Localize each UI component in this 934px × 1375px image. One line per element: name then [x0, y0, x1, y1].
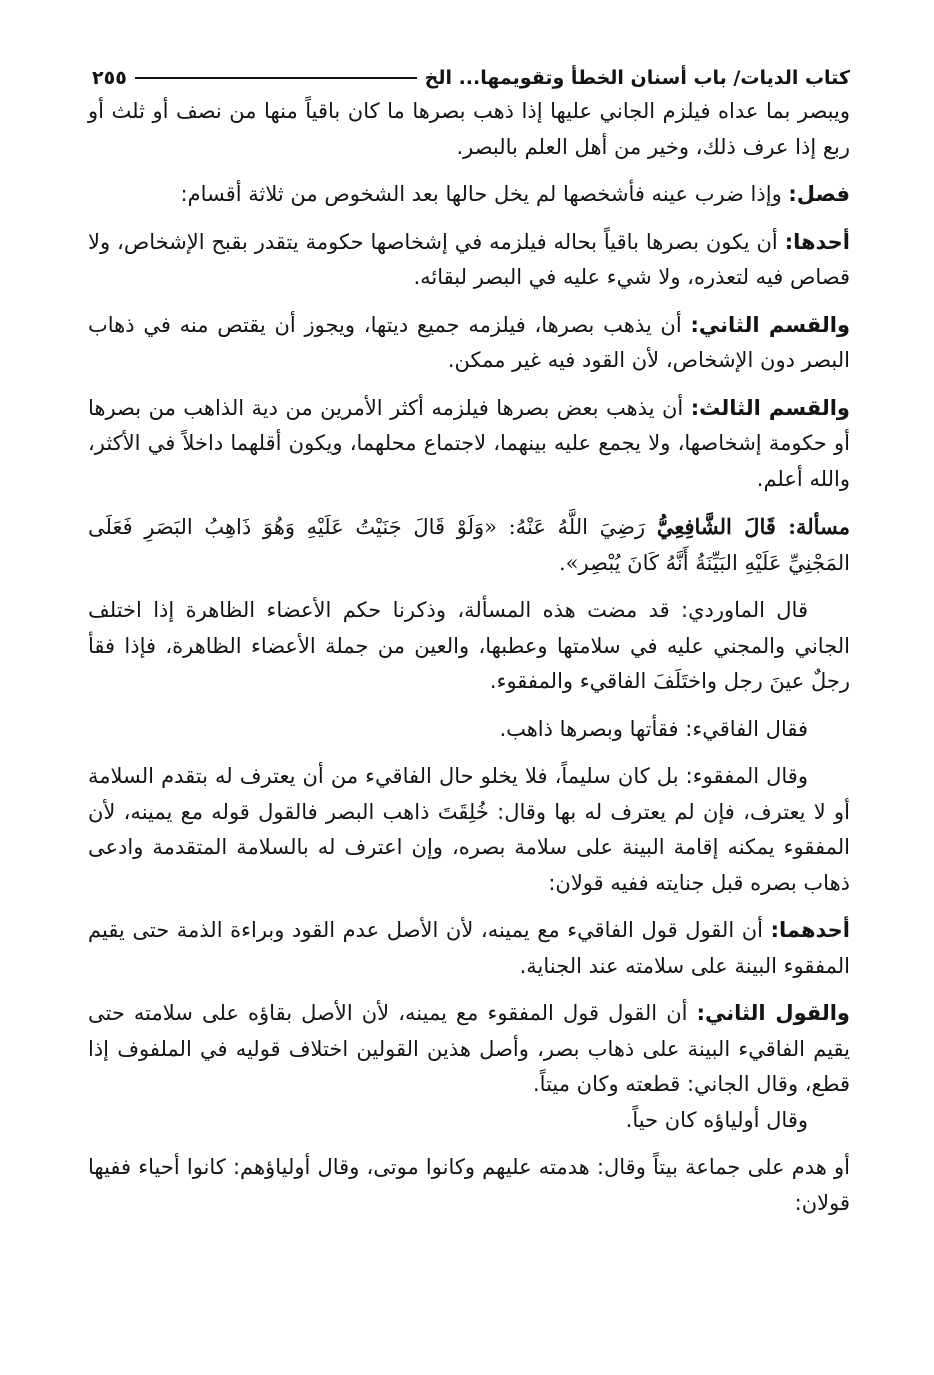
paragraph-third-case: [88, 391, 850, 498]
paragraph-second-opinion: [88, 996, 850, 1103]
running-header: [88, 62, 850, 94]
paragraph-section: [88, 177, 850, 213]
paragraph-lead: أحدها:: [784, 229, 850, 254]
paragraph-continuation: [88, 94, 850, 165]
header-rule: [135, 77, 417, 79]
paragraph-lead: فصل:: [788, 182, 850, 206]
paragraph-text: فقال الفاقيء: فقأتها وبصرها ذاهب.: [499, 716, 808, 741]
document-page: [88, 62, 850, 1221]
paragraph-text: أن يذهب بعض بصرها فيلزمه أكثر الأمرين من دية الذاهب من بصرها أو حكومة إشخاصها، ولا يجمع عليه بينهما، لاجتماع محلهما، ويكون أقلهما داخلاً في الأكثر، والله أعلم.: [88, 395, 850, 491]
paragraph-lead: والقسم الثاني:: [690, 312, 850, 337]
paragraph-text: أن القول قول الفاقيء مع يمينه، لأن الأصل عدم القود وبراءة الذمة حتى يقيم المفقوء البينة على سلامته عند الجناية.: [88, 918, 850, 978]
paragraph-commentary: [88, 593, 850, 700]
paragraph-text: رَضِيَ اللَّهُ عَنْهُ: «وَلَوْ قَالَ جَنَيْتُ عَلَيْهِ وَهُوَ ذَاهِبُ البَصَرِ فَعَلَى المَجْنِيِّ عَلَيْهِ البَيِّنَةُ أَنَّهُ كَانَ يُبْصِر».: [88, 515, 850, 575]
paragraph-statement: [88, 1103, 850, 1139]
paragraph-statement: [88, 1150, 850, 1221]
paragraph-lead: والقسم الثالث:: [690, 395, 850, 420]
paragraph-text: وقال أولياؤه كان حياً.: [625, 1107, 808, 1132]
paragraph-statement: [88, 759, 850, 901]
paragraph-text: أن يذهب بصرها، فيلزمه جميع ديتها، ويجوز أن يقتص منه في ذهاب البصر دون الإشخاص، لأن القود فيه غير ممكن.: [88, 312, 850, 372]
paragraph-lead: والقول الثاني:: [696, 1001, 850, 1025]
paragraph-first-case: [88, 225, 850, 296]
paragraph-second-case: [88, 308, 850, 379]
paragraph-statement: [88, 712, 850, 748]
page-number: ٢٥٥: [92, 67, 127, 89]
paragraph-lead: أحدهما:: [770, 918, 850, 942]
paragraph-text: ويبصر بما عداه فيلزم الجاني عليها إذا ذهب بصرها ما كان باقياً منها من نصف أو ثلث أو ربع إذا عرف ذلك، وخير من أهل العلم بالبصر.: [88, 99, 850, 159]
paragraph-text: وإذا ضرب عينه فأشخصها لم يخل حالها بعد الشخوص من ثلاثة أقسام:: [180, 182, 789, 206]
paragraph-text: أن القول قول المفقوء مع يمينه، لأن الأصل بقاؤه على سلامته حتى يقيم الفاقيء البينة على ذهاب بصر، وأصل هذين القولين اختلاف قوليه في الملفوف إذا قطع، وقال الجاني: قطعته وكان ميتاً.: [88, 1001, 850, 1096]
paragraph-first-opinion: [88, 913, 850, 984]
paragraph-text: أو هدم على جماعة بيتاً وقال: هدمته عليهم وكانوا موتى، وقال أولياؤهم: كانوا أحياء ففيها قولان:: [88, 1155, 850, 1215]
paragraph-lead: مسألة: قَالَ الشَّافِعِيُّ: [656, 514, 850, 539]
paragraph-text: أن يكون بصرها باقياً بحاله فيلزمه في إشخاصها حكومة يتقدر بقبح الإشخاص، ولا قصاص فيه لتعذره، ولا شيء عليه في البصر لبقائه.: [88, 229, 850, 289]
header-title: كتاب الديات/ باب أسنان الخطأ وتقويمها... الخ: [424, 67, 850, 89]
paragraph-text: قال الماوردي: قد مضت هذه المسألة، وذكرنا حكم الأعضاء الظاهرة إذا اختلف الجاني والمجني عليه في سلامتها وعطبها، والعين من جملة الأعضاء الظاهرة، فإذا فقأ رجلٌ عينَ رجل واختَلَفَ الفاقيء والمفقوء.: [88, 598, 850, 693]
paragraph-masala: [88, 509, 850, 581]
paragraph-text: وقال المفقوء: بل كان سليماً، فلا يخلو حال الفاقيء من أن يعترف له بتقدم السلامة أو لا يعترف، فإن لم يعترف له بها وقال: خُلِقَتَ ذاهب البصر فالقول قوله مع يمينه، لأن المفقوء يمكنه إقامة البينة على سلامة بصره، وإن اعترف له بالسلامة المتقدمة وادعى ذهاب بصره قبل جنايته ففيه قولان:: [88, 764, 850, 895]
